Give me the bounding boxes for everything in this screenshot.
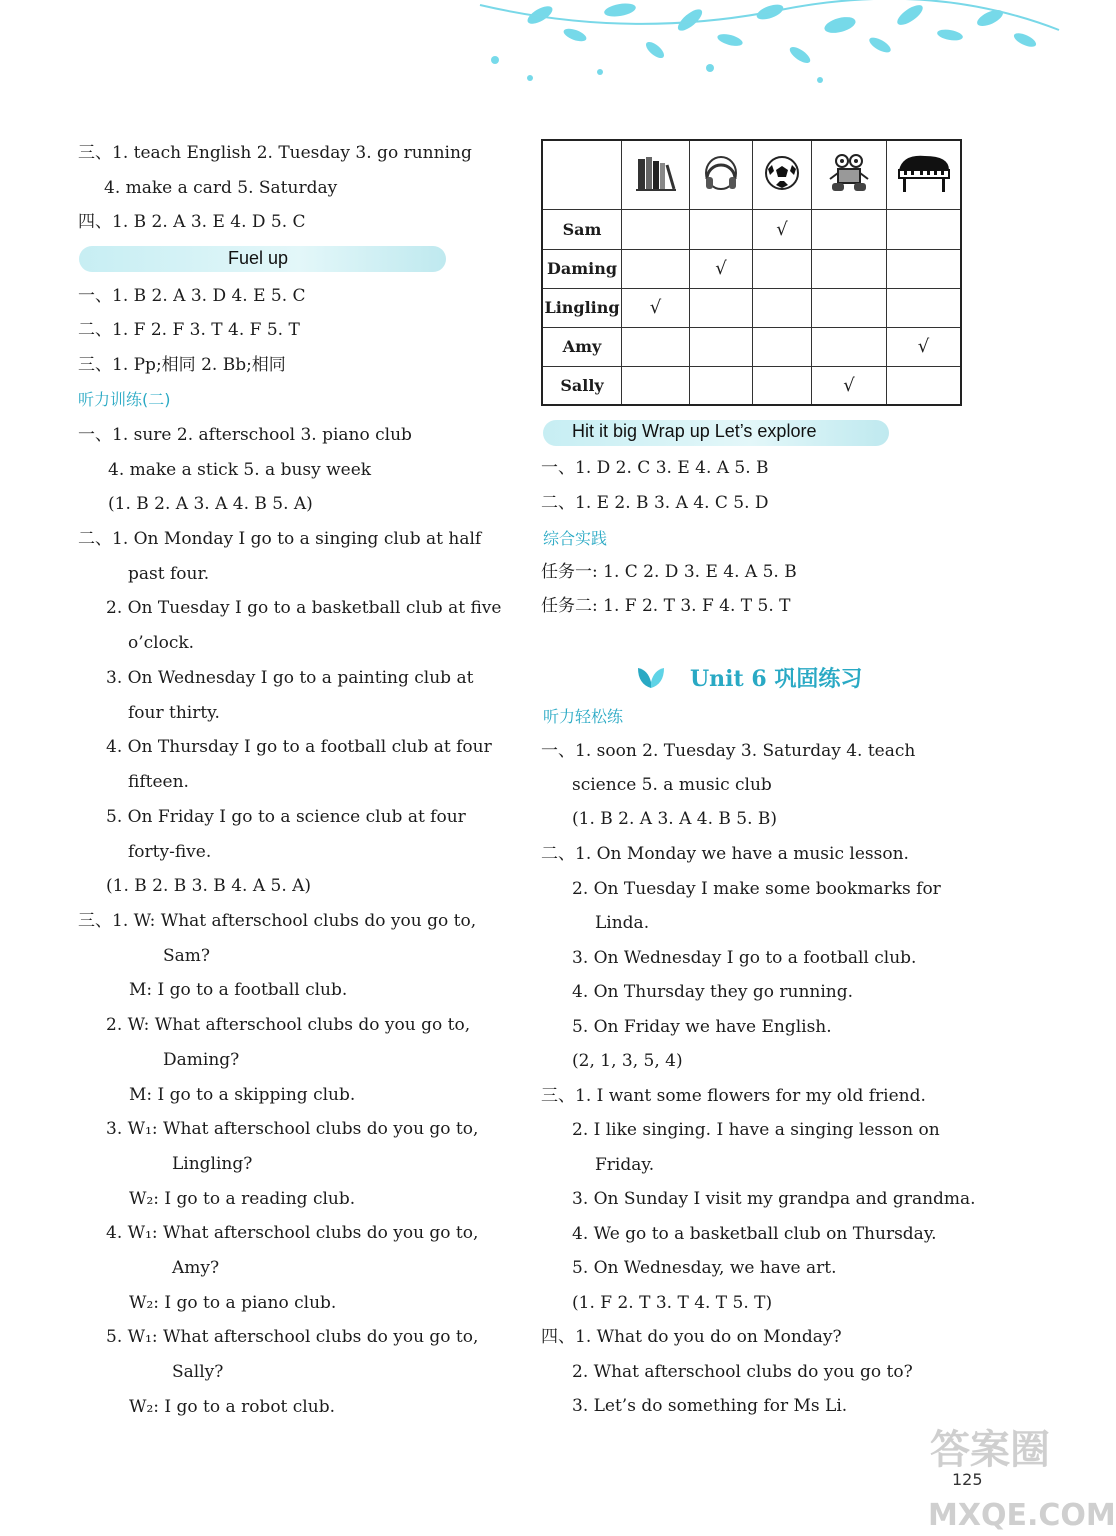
- watermark-url: MXQE.COM: [928, 1498, 1116, 1533]
- right-line: 2. What afterschool clubs do you go to?: [572, 1362, 913, 1382]
- student-name-cell: Sam: [542, 209, 622, 249]
- right-line: 5. On Wednesday, we have art.: [572, 1258, 837, 1278]
- right-line: (1. B 2. A 3. A 4. B 5. B): [572, 809, 778, 829]
- right-line: science 5. a music club: [572, 775, 772, 795]
- right-line: 3. On Sunday I visit my grandpa and grandma.: [572, 1189, 976, 1209]
- empty-cell: [753, 288, 812, 327]
- right-line: (2, 1, 3, 5, 4): [572, 1051, 683, 1071]
- watermark-logo: 答案圈: [930, 1427, 1050, 1473]
- student-name-cell: Sally: [542, 366, 622, 405]
- listening-training-2-heading: 听力训练(二): [78, 390, 171, 409]
- empty-cell: [622, 327, 690, 366]
- left-line: past four.: [128, 564, 210, 584]
- check-mark: √: [649, 297, 662, 318]
- left-line: 4. make a card 5. Saturday: [104, 178, 338, 198]
- leaf-decoration: [480, 0, 1059, 110]
- left-line: fifteen.: [128, 772, 189, 792]
- left-line: Daming?: [163, 1050, 240, 1070]
- table-row: [542, 327, 961, 366]
- left-line: 4. make a stick 5. a busy week: [108, 460, 372, 480]
- left-line: (1. B 2. A 3. A 4. B 5. A): [108, 494, 313, 514]
- left-line: 2. On Tuesday I go to a basketball club at five: [106, 598, 502, 618]
- left-line: Sally?: [172, 1362, 224, 1382]
- left-line: 5. On Friday I go to a science club at four: [106, 807, 466, 827]
- empty-cell: [812, 327, 887, 366]
- left-line: Lingling?: [172, 1154, 253, 1174]
- check-mark-cell: [753, 209, 812, 249]
- leaf-icon: [636, 664, 666, 690]
- fuel-up-title: Fuel up: [228, 248, 289, 268]
- table-row: [542, 209, 961, 249]
- right-line: 三、1. I want some flowers for my old friend.: [541, 1086, 926, 1106]
- unit-6-title: Unit 6 巩固练习: [690, 666, 863, 692]
- empty-cell: [622, 249, 690, 288]
- right-line: Friday.: [595, 1155, 655, 1175]
- empty-cell: [690, 327, 753, 366]
- easy-listening-heading: 听力轻松练: [543, 707, 624, 726]
- page-number: 125: [952, 1470, 983, 1489]
- left-line: W₂: I go to a robot club.: [129, 1397, 335, 1417]
- left-line: W₂: I go to a reading club.: [129, 1189, 356, 1209]
- right-line: 3. Let’s do something for Ms Li.: [572, 1396, 848, 1416]
- table-row: [542, 249, 961, 288]
- right-line: 一、1. D 2. C 3. E 4. A 5. B: [541, 458, 769, 478]
- left-line: Amy?: [172, 1258, 220, 1278]
- right-line: 任务二: 1. F 2. T 3. F 4. T 5. T: [541, 596, 791, 616]
- left-line: 一、1. B 2. A 3. D 4. E 5. C: [78, 286, 306, 306]
- check-mark-cell: [690, 249, 753, 288]
- empty-cell: [753, 327, 812, 366]
- left-line: Sam?: [163, 946, 211, 966]
- check-mark-cell: [887, 327, 962, 366]
- left-line: 5. W₁: What afterschool clubs do you go to,: [106, 1327, 479, 1347]
- left-line: 3. On Wednesday I go to a painting club at: [106, 668, 474, 688]
- right-line: 4. On Thursday they go running.: [572, 982, 854, 1002]
- practice-heading: 综合实践: [543, 529, 608, 548]
- check-mark: √: [917, 336, 930, 357]
- student-name-cell: Daming: [542, 249, 622, 288]
- empty-cell: [753, 249, 812, 288]
- left-line: 二、1. F 2. F 3. T 4. F 5. T: [78, 320, 300, 340]
- right-line: (1. F 2. T 3. T 4. T 5. T): [572, 1293, 773, 1313]
- table-corner-cell: [542, 140, 622, 209]
- check-mark-cell: [812, 366, 887, 405]
- empty-cell: [812, 288, 887, 327]
- right-line: 二、1. On Monday we have a music lesson.: [541, 844, 909, 864]
- check-mark: √: [715, 258, 727, 279]
- right-line: 4. We go to a basketball club on Thursday.: [572, 1224, 937, 1244]
- books-icon: [622, 140, 690, 209]
- empty-cell: [690, 209, 753, 249]
- left-line: (1. B 2. B 3. B 4. A 5. A): [106, 876, 312, 896]
- right-line: 3. On Wednesday I go to a football club.: [572, 948, 917, 968]
- right-line: 一、1. soon 2. Tuesday 3. Saturday 4. teach: [541, 741, 916, 761]
- headphones-icon: [690, 140, 753, 209]
- empty-cell: [812, 249, 887, 288]
- right-line: 2. I like singing. I have a singing lesson on: [572, 1120, 940, 1140]
- left-line: M: I go to a skipping club.: [129, 1085, 356, 1105]
- robot-icon: [812, 140, 887, 209]
- left-line: 三、1. Pp;相同 2. Bb;相同: [78, 355, 286, 375]
- left-line: 三、1. W: What afterschool clubs do you go to,: [78, 911, 477, 931]
- right-line: 二、1. E 2. B 3. A 4. C 5. D: [541, 493, 769, 513]
- right-line: 2. On Tuesday I make some bookmarks for: [572, 879, 941, 899]
- left-line: M: I go to a football club.: [129, 980, 348, 1000]
- right-line: 四、1. What do you do on Monday?: [541, 1327, 842, 1347]
- student-name-cell: Lingling: [542, 288, 622, 327]
- football-icon: [753, 140, 812, 209]
- empty-cell: [622, 366, 690, 405]
- check-mark: √: [776, 218, 788, 240]
- table-row: [542, 366, 961, 405]
- left-line: o’clock.: [128, 633, 195, 653]
- left-line: 四、1. B 2. A 3. E 4. D 5. C: [78, 212, 306, 232]
- hit-it-big-title: Hit it big Wrap up Let’s explore: [572, 421, 817, 441]
- student-name-cell: Amy: [542, 327, 622, 366]
- right-line: 任务一: 1. C 2. D 3. E 4. A 5. B: [541, 562, 797, 582]
- empty-cell: [887, 209, 962, 249]
- check-mark: √: [843, 374, 855, 396]
- empty-cell: [812, 209, 887, 249]
- empty-cell: [887, 366, 962, 405]
- left-line: 3. W₁: What afterschool clubs do you go to,: [106, 1119, 479, 1139]
- empty-cell: [622, 209, 690, 249]
- club-checklist-table: [541, 139, 962, 406]
- left-line: W₂: I go to a piano club.: [129, 1293, 337, 1313]
- empty-cell: [887, 249, 962, 288]
- right-line: 5. On Friday we have English.: [572, 1017, 832, 1037]
- left-line: 三、1. teach English 2. Tuesday 3. go running: [78, 143, 472, 163]
- empty-cell: [887, 288, 962, 327]
- empty-cell: [690, 366, 753, 405]
- left-line: 二、1. On Monday I go to a singing club at half: [78, 529, 482, 549]
- right-line: Linda.: [595, 913, 650, 933]
- empty-cell: [753, 366, 812, 405]
- empty-cell: [690, 288, 753, 327]
- left-line: four thirty.: [128, 703, 220, 723]
- piano-icon: [887, 140, 962, 209]
- left-line: forty-five.: [128, 842, 212, 862]
- table-row: [542, 288, 961, 327]
- left-line: 2. W: What afterschool clubs do you go to,: [106, 1015, 471, 1035]
- left-line: 4. W₁: What afterschool clubs do you go to,: [106, 1223, 479, 1243]
- left-line: 一、1. sure 2. afterschool 3. piano club: [78, 425, 412, 445]
- left-line: 4. On Thursday I go to a football club at four: [106, 737, 492, 757]
- check-mark-cell: [622, 288, 690, 327]
